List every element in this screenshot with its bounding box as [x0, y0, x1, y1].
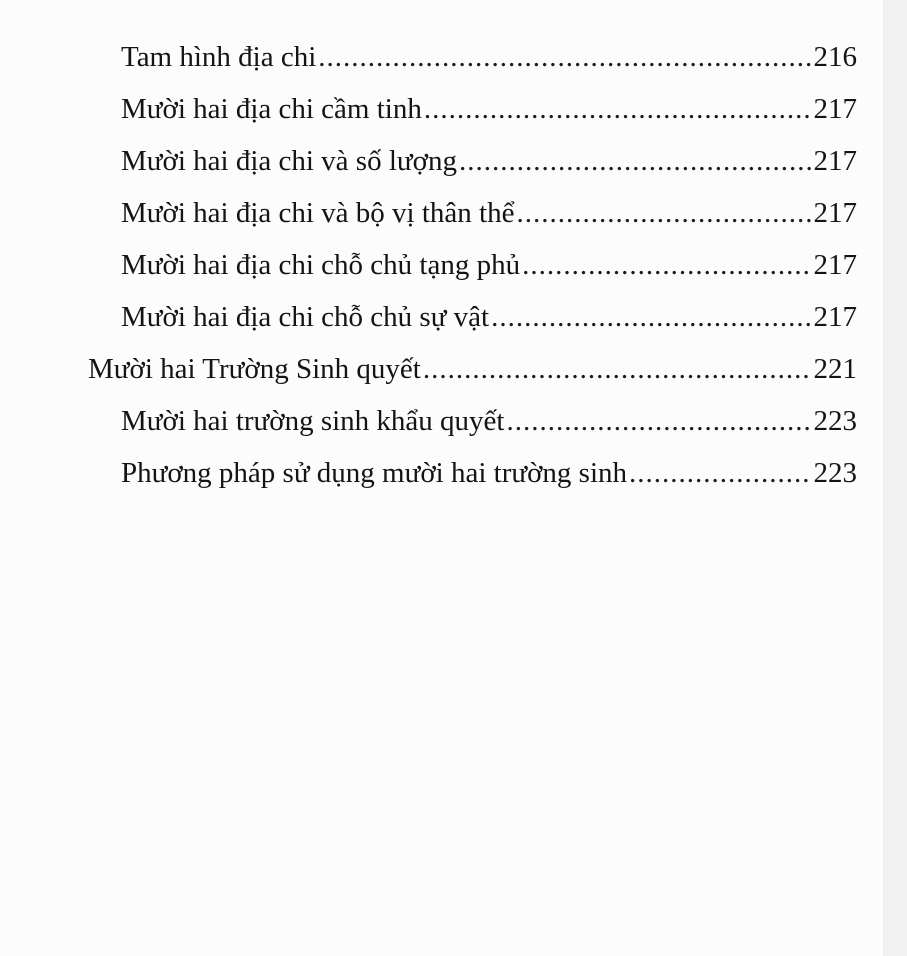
dot-leader [318, 31, 811, 83]
table-of-contents [0, 31, 883, 499]
dot-leader [424, 83, 812, 135]
toc-entry[interactable] [0, 187, 883, 239]
toc-entry[interactable] [0, 395, 883, 447]
toc-entry-page-number: 217 [813, 145, 857, 177]
toc-entry-page-number: 216 [813, 41, 857, 73]
toc-entry-title: Mười hai địa chi chỗ chủ sự vật [121, 301, 490, 333]
dot-leader [516, 187, 811, 239]
dot-leader [629, 447, 811, 499]
toc-entry-title: Mười hai Trường Sinh quyết [88, 353, 421, 385]
toc-entry[interactable] [0, 83, 883, 135]
toc-entry-page-number: 217 [813, 301, 857, 333]
toc-entry-title: Mười hai địa chi và bộ vị thân thể [121, 197, 515, 229]
toc-entry[interactable] [0, 343, 883, 395]
toc-entry-page-number: 221 [813, 353, 857, 385]
toc-entry[interactable] [0, 447, 883, 499]
dot-leader [491, 291, 811, 343]
toc-entry[interactable] [0, 239, 883, 291]
toc-entry-page-number: 217 [813, 197, 857, 229]
toc-entry-page-number: 223 [813, 405, 857, 437]
toc-entry-page-number: 223 [813, 457, 857, 489]
toc-entry-title: Mười hai trường sinh khẩu quyết [121, 405, 505, 437]
toc-entry-title: Mười hai địa chi và số lượng [121, 145, 457, 177]
toc-entry[interactable] [0, 31, 883, 83]
dot-leader [507, 395, 812, 447]
toc-entry-title: Tam hình địa chi [121, 41, 317, 73]
dot-leader [522, 239, 811, 291]
toc-entry[interactable] [0, 135, 883, 187]
dot-leader [423, 343, 812, 395]
toc-entry-title: Phương pháp sử dụng mười hai trường sinh [121, 457, 628, 489]
dot-leader [459, 135, 812, 187]
toc-entry-page-number: 217 [813, 93, 857, 125]
toc-entry-title: Mười hai địa chi chỗ chủ tạng phủ [121, 249, 521, 281]
toc-entry-page-number: 217 [813, 249, 857, 281]
toc-entry[interactable] [0, 291, 883, 343]
toc-entry-title: Mười hai địa chi cầm tinh [121, 93, 422, 125]
